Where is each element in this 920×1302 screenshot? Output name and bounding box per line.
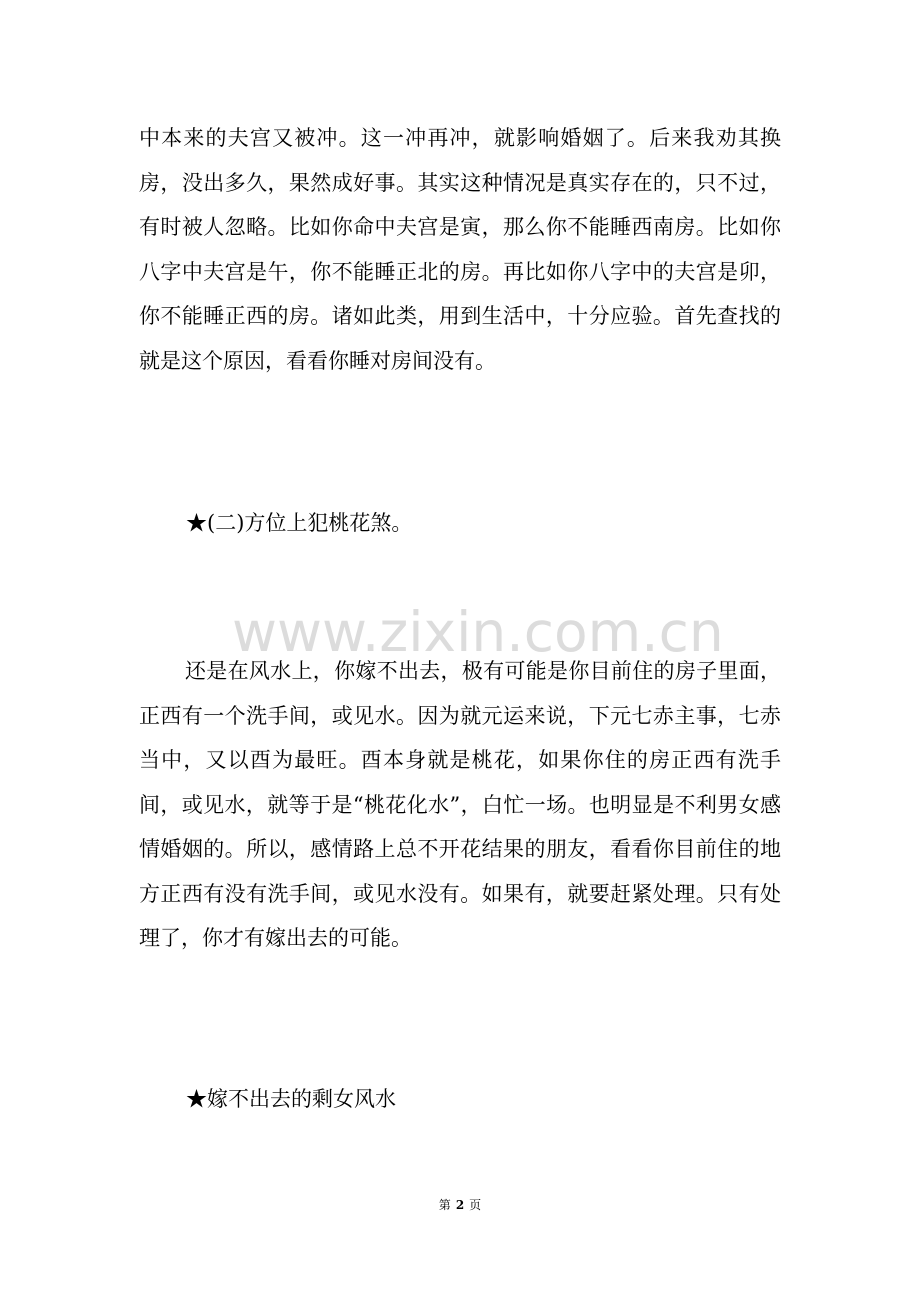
body-paragraph-1: 中本来的夫宫又被冲。这一冲再冲，就影响婚姻了。后来我劝其换房，没出多久，果然成好事。其实这种情况是真实存在的，只不过，有时被人忽略。比如你命中夫宫是寅，那么你不能睡西南房。比如你八字中夫宫是午，你不能睡正北的房。再比如你八字中的夫宫是卯，你不能睡正西的房。诸如此类，用到生活中，十分应验。首先查找的就是这个原因，看看你睡对房间没有。 [139, 126, 781, 373]
page-label-suffix: 页 [469, 1198, 482, 1212]
page-footer [0, 1196, 920, 1214]
body-paragraph-2: 还是在风水上，你嫁不出去，极有可能是你目前住的房子里面，正西有一个洗手间，或见水。因为就元运来说，下元七赤主事，七赤当中，又以酉为最旺。酉本身就是桃花，如果你住的房正西有洗手间，或见水，就等于是“桃花化水”，白忙一场。也明显是不利男女感情婚姻的。所以，感情路上总不开花结果的朋友，看看你目前住的地方正西有没有洗手间，或见水没有。如果有，就要赶紧处理。只有处理了，你才有嫁出去的可能。 [139, 659, 781, 950]
section-heading-2: ★嫁不出去的剩女风水 [186, 1087, 396, 1111]
section-heading-1: ★(二)方位上犯桃花煞。 [186, 511, 413, 535]
watermark: www.zixin.com.cn [232, 600, 724, 664]
page-number: 2 [455, 1198, 465, 1212]
page-label-prefix: 第 [438, 1198, 451, 1212]
